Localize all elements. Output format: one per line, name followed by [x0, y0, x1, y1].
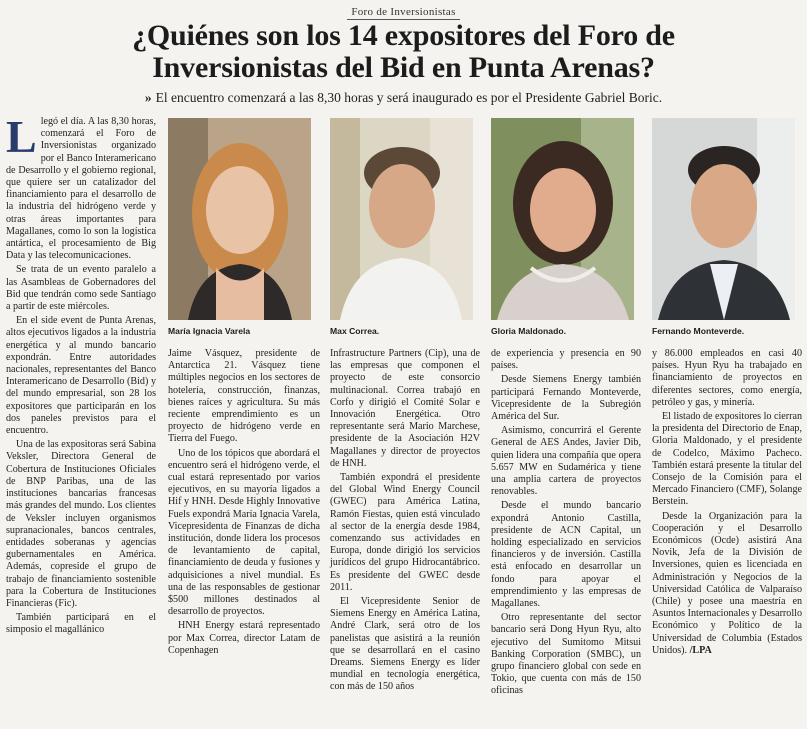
photo-caption: Max Correa.: [330, 326, 380, 336]
sign-off: /LPA: [689, 644, 712, 656]
article-column-3: Infrastructure Partners (Cip), una de las empresas que componen el proyecto de este consorcio multinacional. Correa trabajó en Corfo y dirigió el Comité Solar e Innovación Energética. Otro representante será Mario Marchese, presidente de la Asociación H2V Magallanes y director de proyectos de HNH. También expondrá el presidente del Global Wind Energy Council (GWEC) para América Latina, Ramón Fiestas, quien está vinculado al sector de la energía desde 1984, comenzando sus actividades en Europa, donde dirigió los servicios jurídicos del grupo Hidrocantábrico. Es presidente del GWEC desde 2011. El Vicepresidente Senior de Siemens Energy en América Latina, André Clark, será otro de los panelistas que asistirá a la reunión que se desarrollará en el casino Dreams. Siemens Energy es líder mundial en tecnología energética, con más de 150 años: [330, 348, 480, 693]
photo-max-correa: [330, 118, 473, 320]
article-column-1: Llegó el día. A las 8,30 horas, comenzará el Foro de Inversionistas organizado por el Banco Interamericano de Desarrollo y el gobierno regional, que quiere ser un catalizador del financiamiento para el desarrollo de la industria del hidrógeno verde y otras áreas importantes para Magallanes, como lo son la logística antártica, el procesamiento de Big Data y las telecomunicaciones. Se trata de un evento paralelo a las Asambleas de Gobernadores del Bid que tendrán como sede Santiago a partir de este miércoles. En el side event de Punta Arenas, altos ejecutivos ligados a la industria energética y al mundo bancario expondrán. Entre autoridades nacionales, representantes del Banco Interamericano de Desarrollo (Bid) y del mundo empresarial, son 28 los expositores que participarán en los dos paneles previstos para el encuentro. Una de las expositoras será Sabina Veksler, Directora General de Cobertura de Instituciones Oficiales de BNP Paribas, una de las instituciones bancarias francesas más grandes del mundo. Los clientes de Veksler incluyen organismos supranacionales, bancos centrales, entidades soberanas y agencias gubernamentales en América. Además, copreside el grupo de trabajo de financiamiento sostenible para la Cobertura de Instituciones Financieras (Fic). También participará en el simposio el magallánico: [6, 111, 156, 636]
article-column-5: y 86.000 empleados en casi 40 países. Hyun Ryu ha trabajado en financiamiento de proyectos en diferentes sectores, como energía, petróleo y gas, y minería. El listado de expositores lo cierran la presidenta del Directorio de Enap, Gloria Maldonado, y el presidente de Codelco, Máximo Pacheco. También estará presente la titular del Consejo de la Comisión para el Mercado Financiero (CMF), Solange Berstein. Desde la Organización para la Cooperación y el Desarrollo Económicos (Ocde) asistirá Ana Novik, Jefa de la División de Inversiones, quien es licenciada en Administración y Negocios de la Universidad Católica de Valparaíso (Chile) y posee una maestría en Asuntos Internacionales y Desarrollo Económico y Político de la Universidad de Columbia (Estados Unidos). /LPA: [652, 348, 802, 656]
article-column-4: de experiencia y presencia en 90 países. Desde Siemens Energy también participará Fernando Monteverde, Vicepresidente de la Subregión América del Sur. Asimismo, concurrirá el Gerente General de AES Andes, Javier Dib, quien lidera una compañía que opera 5.657 MW en Sudamérica y tiene una amplia cartera de proyectos renovables. Desde el mundo bancario expondrá Antonio Castilla, presidente de ACN Capital, un holding especializado en servicios financieros y de inversión. Castilla está enfocado en desarrollar un fondo para apoyar el emprendimiento y las empresas de Magallanes. Otro representante del sector bancario será Dong Hyun Ryu, alto ejecutivo del Sumitomo Mitsui Banking Corporation (SMBC), un grupo financiero global con sede en Tokio, que cuenta con más de 150 oficinas: [491, 348, 641, 697]
headline: ¿Quiénes son los 14 expositores del Foro de Inversionistas del Bid en Punta Arenas?: [132, 19, 675, 84]
article-column-2: Jaime Vásquez, presidente de Antarctica 21. Vásquez tiene múltiples negocios en los sectores de hotelería, construcción, finanzas, bienes raíces y agricultura. Su más reciente emprendimiento es un proyecto de hidrógeno verde en Tierra del Fuego. Uno de los tópicos que abordará el encuentro será el hidrógeno verde, el cual estará representado por varios ejecutivos, en su mayoría ligados a Hif y HNH. Desde Highly Innovative Fuels expondrá María Ignacia Varela, Vicepresidenta de Finanzas de dicha institución, donde lidera los procesos de levantamiento de capital, financiamiento de deuda y fusiones y adquisiciones a nivel mundial. Es una de las responsables de gestionar $500 millones destinados al desarrollo de proyectos. HNH Energy estará representado por Max Correa, director Latam de Copenhagen: [168, 348, 320, 656]
photo-fernando-monteverde: [652, 118, 795, 320]
photo-caption: Fernando Monteverde.: [652, 326, 745, 336]
photo-caption: Gloria Maldonado.: [491, 326, 566, 336]
chevron-double-right-icon: »: [144, 90, 152, 105]
photo-maria-ignacia-varela: [168, 118, 311, 320]
photo-gloria-maldonado: [491, 118, 634, 320]
photo-caption: María Ignacia Varela: [168, 326, 251, 336]
subhead: » El encuentro comenzará a las 8,30 horas y será inaugurado es por el Presidente Gabriel Boric.: [144, 90, 663, 105]
drop-cap: L: [6, 111, 37, 162]
section-label: Foro de Inversionistas: [0, 6, 807, 18]
